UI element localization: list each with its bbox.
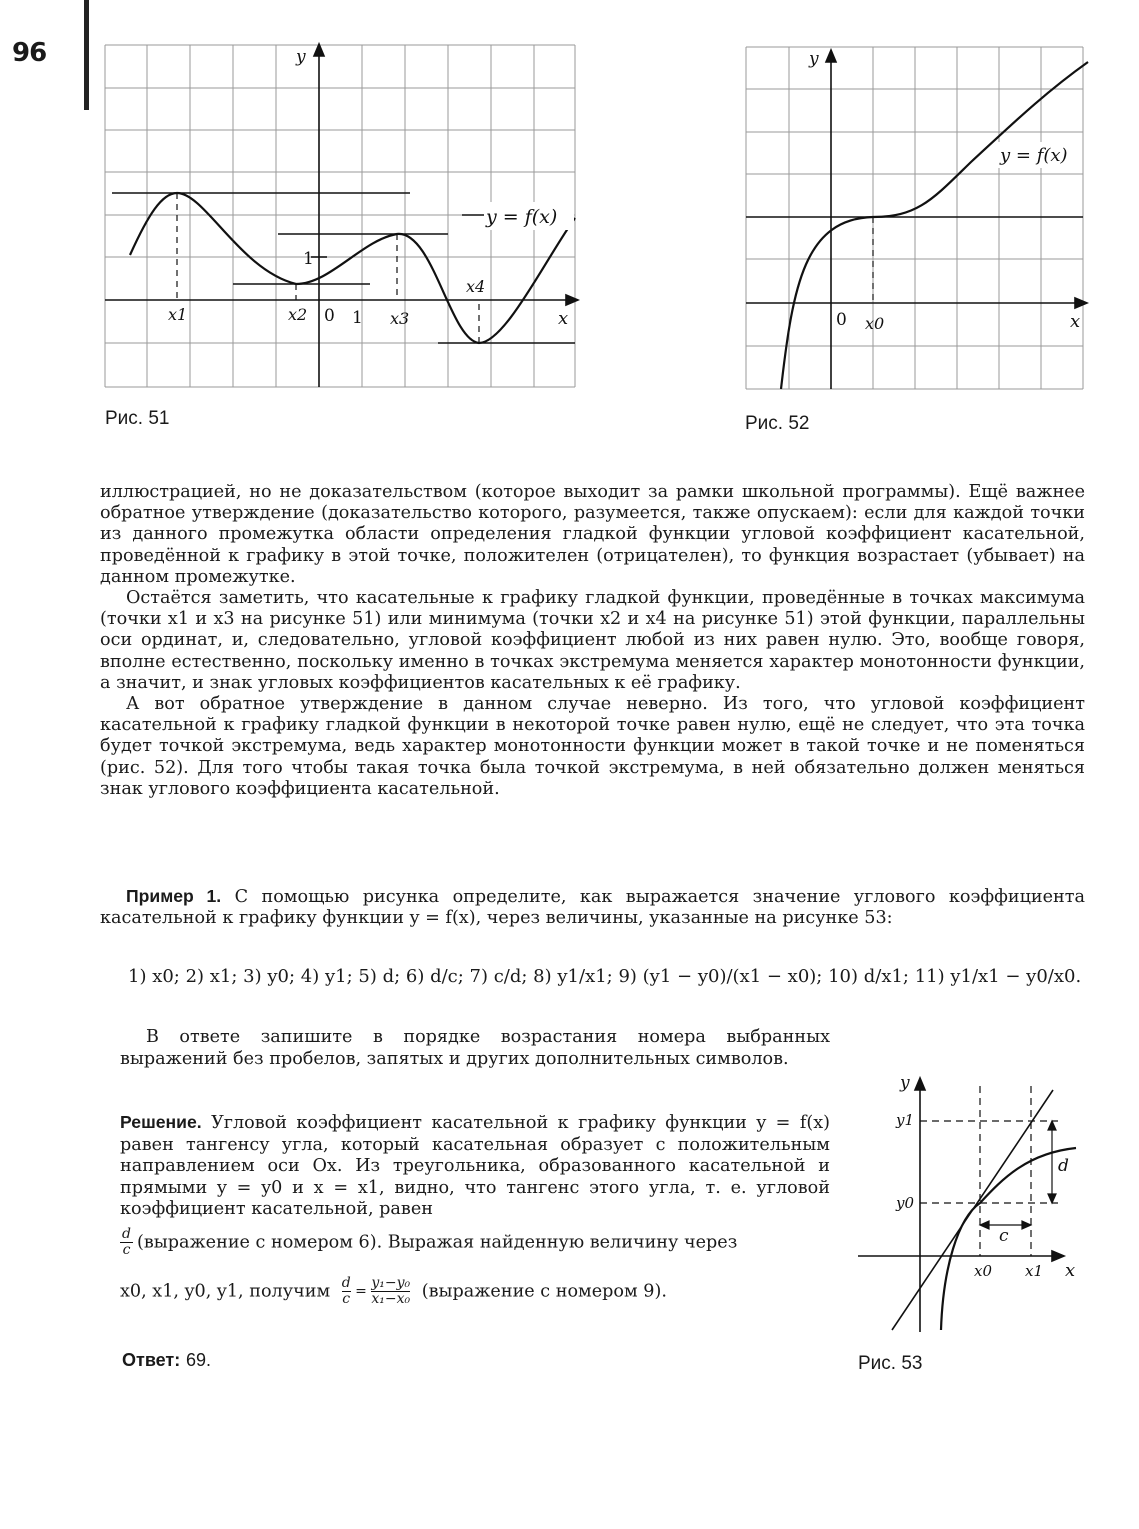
- fig53-label-x0: x0: [974, 1262, 993, 1280]
- fig51-tick-y-one: 1: [303, 249, 314, 269]
- fig52-caption: Рис. 52: [745, 413, 810, 434]
- fig52-axes: [746, 50, 1087, 389]
- fraction-d-over-c: $\frac{d}{c}$: [122, 1225, 131, 1258]
- fig51-axis-y-label: y: [296, 47, 306, 67]
- fig51-tick-one: 1: [352, 308, 363, 328]
- fig51-axis-x-label: x: [558, 308, 569, 329]
- solution-end-post: (выражение с номером 9).: [421, 1281, 667, 1302]
- solution-block: [120, 1112, 830, 1307]
- fig53-measure-lines: [980, 1121, 1056, 1229]
- fig53-label-y1: y1: [896, 1111, 915, 1129]
- figure-52: [743, 44, 1089, 394]
- solution-continuation: (выражение с номером 6). Выражая найденную величину через: [136, 1232, 738, 1253]
- fig53-axis-y-label: y: [900, 1073, 910, 1093]
- solution-label: Решение.: [120, 1112, 202, 1132]
- answer-value: 69.: [185, 1350, 211, 1370]
- page-edge-bar: [84, 0, 89, 110]
- fig51-tick-x1: x1: [168, 305, 188, 324]
- solution-end-pre: x0, x1, y0, y1, получим: [120, 1281, 331, 1302]
- fig52-func-label: y = f(x): [1000, 145, 1068, 166]
- paragraph-2: Остаётся заметить, что касательные к графику гладкой функции, проведённые в точках максимума (точки x1 и x3 на рисунке 51) или минимума (точки x2 и x4 на рисунке 51) этой функции, параллельны оси ординат, и, следовательно, угловой коэффициент любой из них равен нулю. Это, вообще говоря, вполне естественно, поскольку именно в точках экстремума меняется характер монотонности функции, а значит, и знак угловых коэффициентов касательных к её графику.: [100, 588, 1085, 693]
- solution-text: Угловой коэффициент касательной к графику функции y = f(x) равен тангенсу угла, который касательная образует с положительным направлением оси Ox. Из треугольника, образованного касательной и прямыми y = y0 и x = x1, видно, что тангенс этого угла, т. е. угловой коэффициент касательной, равен: [120, 1113, 831, 1220]
- fig53-label-y0: y0: [896, 1194, 915, 1212]
- fig53-caption: Рис. 53: [858, 1353, 923, 1374]
- fig53-label-d: d: [1058, 1156, 1069, 1176]
- fig53-dashes: [920, 1086, 1058, 1256]
- main-text: [100, 482, 1085, 800]
- fig51-tick-x4: x4: [466, 277, 486, 296]
- fig52-grid: [746, 47, 1083, 389]
- fig53-axes: [858, 1078, 1064, 1332]
- fraction-final: $\frac{d}{c}$ = $\frac{\text{y₁−y₀}}{\text{x₁−x₀}}$: [341, 1274, 411, 1307]
- figure-51: [100, 40, 580, 392]
- example-text: С помощью рисунка определите, как выражается значение углового коэффициента касательной к графику функции y = f(x), через величины, указанные на рисунке 53:: [100, 887, 1085, 929]
- page-number: 96: [12, 38, 47, 68]
- fig51-tick-x3: x3: [390, 309, 410, 328]
- fig52-tick-origin: 0: [836, 310, 847, 330]
- answer-choices: 1) x0; 2) x1; 3) y0; 4) y1; 5) d; 6) d/c; 7) c/d; 8) y1/x1; 9) (y1 − y0)/(x1 − x0); 10) d/x1; 11) y1/x1 − y0/x0.: [128, 966, 1082, 987]
- fig52-tick-x0: x0: [865, 314, 885, 333]
- fig52-axis-x-label: x: [1070, 311, 1081, 332]
- example-block: [100, 886, 1085, 929]
- answer-line: [122, 1350, 211, 1371]
- fig51-caption: Рис. 51: [105, 408, 170, 429]
- fig53-label-x1: x1: [1025, 1262, 1044, 1280]
- answer-label: Ответ:: [122, 1350, 181, 1370]
- example-label: Пример 1.: [126, 886, 222, 906]
- paragraph-1: иллюстрацией, но не доказательством (которое выходит за рамки школьной программы). Ещё важнее обратное утверждение (доказательство которого, разумеется, также опускаем): если для каждой точки из данного промежутка области определения гладкой функции угловой коэффициент касательной, проведённой к графику в этой точке, положителен (отрицателен), то функция возрастает (убывает) на данном промежутке.: [100, 482, 1085, 587]
- fig53-axis-x-label: x: [1065, 1260, 1076, 1281]
- fig53-label-c: c: [999, 1226, 1009, 1246]
- fig52-axis-y-label: y: [809, 49, 819, 69]
- fig51-tick-origin: 0: [324, 306, 335, 326]
- fig52-function-curve: [781, 62, 1088, 389]
- figure-53: [858, 1068, 1088, 1334]
- instruction-text: В ответе запишите в порядке возрастания номера выбранных выражений без пробелов, запятых и других дополнительных символов.: [120, 1027, 830, 1069]
- fig51-func-label: y = f(x): [486, 206, 558, 228]
- fig51-tick-x2: x2: [288, 305, 308, 324]
- paragraph-3: А вот обратное утверждение в данном случае неверно. Из того, что угловой коэффициент касательной к графику гладкой функции в некоторой точке равен нулю, ещё не следует, что эта точка будет точкой экстремума, ведь характер монотонности функции может в такой точке и не поменяться (рис. 52). Для того чтобы такая точка была точкой экстремума, в ней обязательно должен меняться знак углового коэффициента касательной.: [100, 694, 1085, 799]
